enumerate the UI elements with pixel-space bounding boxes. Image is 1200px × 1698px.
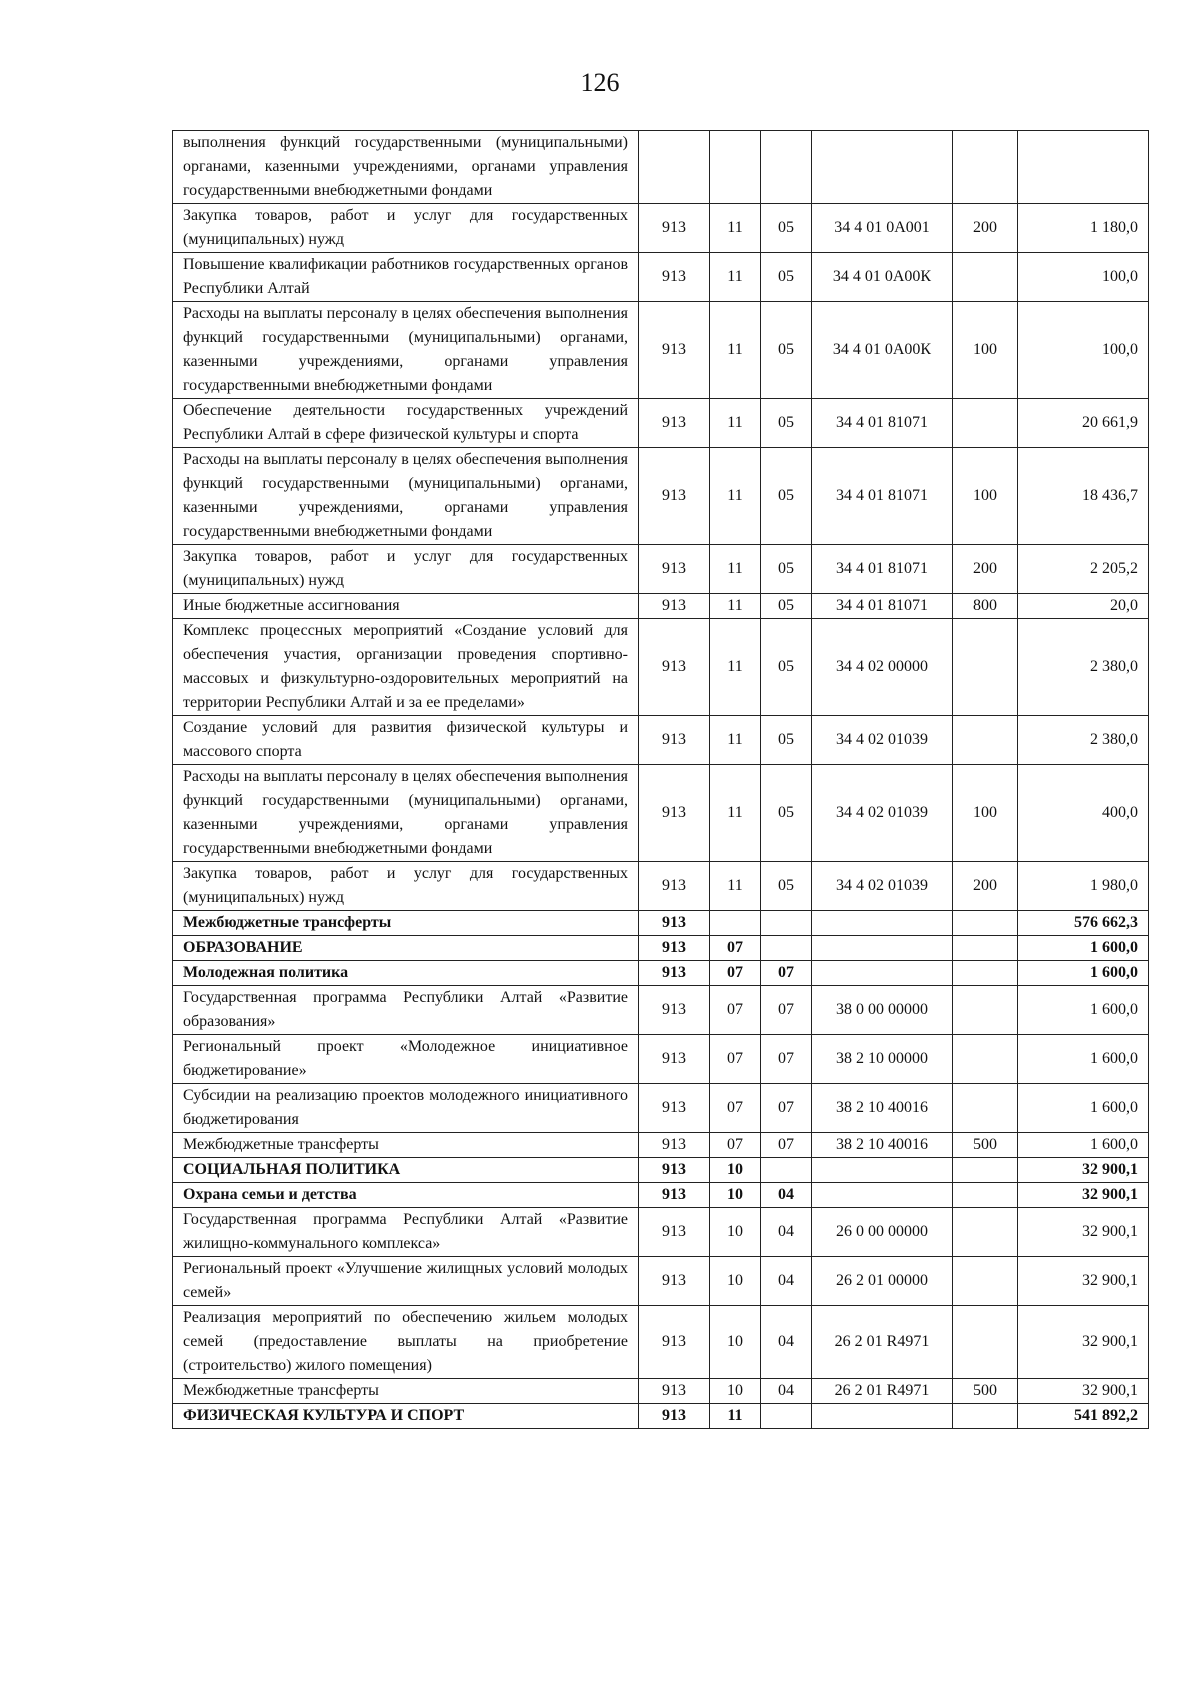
table-row [173, 302, 1149, 399]
subsection-code: 04 [761, 1183, 812, 1208]
table-row [173, 1208, 1149, 1257]
section-code: 11 [710, 716, 761, 765]
section-code [710, 131, 761, 204]
subsection-code: 05 [761, 204, 812, 253]
ministry-code: 913 [639, 862, 710, 911]
target-article-code: 34 4 01 0А001 [812, 204, 953, 253]
budget-table-body [173, 131, 1149, 1429]
table-row [173, 1084, 1149, 1133]
section-code: 07 [710, 936, 761, 961]
subsection-code [761, 936, 812, 961]
row-description: Межбюджетные трансферты [173, 1133, 639, 1158]
target-article-code: 38 2 10 40016 [812, 1084, 953, 1133]
table-row [173, 204, 1149, 253]
amount-value: 1 180,0 [1018, 204, 1149, 253]
row-description: ФИЗИЧЕСКАЯ КУЛЬТУРА И СПОРТ [173, 1404, 639, 1429]
subsection-code: 04 [761, 1257, 812, 1306]
table-row [173, 936, 1149, 961]
ministry-code: 913 [639, 936, 710, 961]
target-article-code: 38 2 10 40016 [812, 1133, 953, 1158]
amount-value: 32 900,1 [1018, 1208, 1149, 1257]
table-row [173, 1133, 1149, 1158]
ministry-code: 913 [639, 961, 710, 986]
amount-value: 32 900,1 [1018, 1379, 1149, 1404]
amount-value: 1 600,0 [1018, 1084, 1149, 1133]
expense-type-code: 200 [953, 545, 1018, 594]
row-description: Закупка товаров, работ и услуг для государственных (муниципальных) нужд [173, 204, 639, 253]
section-code: 07 [710, 1133, 761, 1158]
row-description: ОБРАЗОВАНИЕ [173, 936, 639, 961]
table-row [173, 131, 1149, 204]
table-row [173, 986, 1149, 1035]
subsection-code [761, 911, 812, 936]
row-description: Региональный проект «Молодежное инициативное бюджетирование» [173, 1035, 639, 1084]
ministry-code: 913 [639, 1035, 710, 1084]
subsection-code: 07 [761, 1035, 812, 1084]
target-article-code: 34 4 02 01039 [812, 862, 953, 911]
amount-value [1018, 131, 1149, 204]
amount-value: 2 205,2 [1018, 545, 1149, 594]
subsection-code: 05 [761, 765, 812, 862]
amount-value: 1 600,0 [1018, 936, 1149, 961]
target-article-code [812, 961, 953, 986]
table-row [173, 1257, 1149, 1306]
section-code: 10 [710, 1208, 761, 1257]
target-article-code: 34 4 02 01039 [812, 765, 953, 862]
table-row [173, 448, 1149, 545]
subsection-code: 04 [761, 1306, 812, 1379]
target-article-code [812, 1404, 953, 1429]
target-article-code [812, 936, 953, 961]
table-row [173, 1158, 1149, 1183]
row-description: Расходы на выплаты персоналу в целях обеспечения выполнения функций государственными (муниципальными) органами, казенными учреждениями, органами управления государственными внебюджетными фондами [173, 302, 639, 399]
row-description: Создание условий для развития физической культуры и массового спорта [173, 716, 639, 765]
amount-value: 1 600,0 [1018, 986, 1149, 1035]
section-code: 07 [710, 986, 761, 1035]
expense-type-code [953, 1084, 1018, 1133]
budget-table [172, 130, 1149, 1429]
row-description: Межбюджетные трансферты [173, 911, 639, 936]
amount-value: 32 900,1 [1018, 1257, 1149, 1306]
ministry-code: 913 [639, 1208, 710, 1257]
expense-type-code: 100 [953, 302, 1018, 399]
expense-type-code [953, 131, 1018, 204]
ministry-code: 913 [639, 619, 710, 716]
row-description: выполнения функций государственными (муниципальными) органами, казенными учреждениями, органами управления государственными внебюджетными фондами [173, 131, 639, 204]
ministry-code: 913 [639, 1379, 710, 1404]
ministry-code: 913 [639, 545, 710, 594]
subsection-code: 05 [761, 448, 812, 545]
table-row [173, 1183, 1149, 1208]
ministry-code: 913 [639, 399, 710, 448]
ministry-code: 913 [639, 765, 710, 862]
section-code: 11 [710, 302, 761, 399]
amount-value: 400,0 [1018, 765, 1149, 862]
subsection-code: 05 [761, 716, 812, 765]
expense-type-code [953, 911, 1018, 936]
target-article-code: 34 4 01 81071 [812, 399, 953, 448]
expense-type-code: 100 [953, 448, 1018, 545]
table-row [173, 961, 1149, 986]
section-code: 10 [710, 1257, 761, 1306]
amount-value: 576 662,3 [1018, 911, 1149, 936]
target-article-code: 34 4 02 01039 [812, 716, 953, 765]
row-description: Молодежная политика [173, 961, 639, 986]
table-row [173, 1404, 1149, 1429]
ministry-code: 913 [639, 302, 710, 399]
amount-value: 1 600,0 [1018, 961, 1149, 986]
ministry-code: 913 [639, 716, 710, 765]
section-code: 11 [710, 399, 761, 448]
expense-type-code [953, 961, 1018, 986]
target-article-code: 34 4 01 0А00К [812, 253, 953, 302]
expense-type-code [953, 1257, 1018, 1306]
row-description: Охрана семьи и детства [173, 1183, 639, 1208]
row-description: Расходы на выплаты персоналу в целях обеспечения выполнения функций государственными (муниципальными) органами, казенными учреждениями, органами управления государственными внебюджетными фондами [173, 448, 639, 545]
target-article-code [812, 1183, 953, 1208]
expense-type-code: 800 [953, 594, 1018, 619]
target-article-code: 34 4 01 81071 [812, 545, 953, 594]
subsection-code: 07 [761, 1084, 812, 1133]
section-code: 11 [710, 594, 761, 619]
table-row [173, 253, 1149, 302]
table-row [173, 1379, 1149, 1404]
section-code: 07 [710, 1035, 761, 1084]
section-code: 07 [710, 961, 761, 986]
subsection-code: 05 [761, 545, 812, 594]
section-code: 11 [710, 862, 761, 911]
amount-value: 1 980,0 [1018, 862, 1149, 911]
amount-value: 2 380,0 [1018, 716, 1149, 765]
row-description: Обеспечение деятельности государственных учреждений Республики Алтай в сфере физической культуры и спорта [173, 399, 639, 448]
subsection-code: 04 [761, 1208, 812, 1257]
amount-value: 32 900,1 [1018, 1183, 1149, 1208]
row-description: Субсидии на реализацию проектов молодежного инициативного бюджетирования [173, 1084, 639, 1133]
amount-value: 541 892,2 [1018, 1404, 1149, 1429]
table-row [173, 399, 1149, 448]
row-description: Закупка товаров, работ и услуг для государственных (муниципальных) нужд [173, 545, 639, 594]
subsection-code: 07 [761, 961, 812, 986]
amount-value: 20,0 [1018, 594, 1149, 619]
ministry-code: 913 [639, 594, 710, 619]
ministry-code: 913 [639, 1306, 710, 1379]
amount-value: 32 900,1 [1018, 1158, 1149, 1183]
table-row [173, 765, 1149, 862]
target-article-code: 26 0 00 00000 [812, 1208, 953, 1257]
ministry-code [639, 131, 710, 204]
section-code: 11 [710, 765, 761, 862]
row-description: Государственная программа Республики Алтай «Развитие жилищно-коммунального комплекса» [173, 1208, 639, 1257]
target-article-code [812, 131, 953, 204]
ministry-code: 913 [639, 253, 710, 302]
table-row [173, 862, 1149, 911]
expense-type-code [953, 1306, 1018, 1379]
subsection-code: 04 [761, 1379, 812, 1404]
amount-value: 100,0 [1018, 253, 1149, 302]
ministry-code: 913 [639, 911, 710, 936]
row-description: Государственная программа Республики Алтай «Развитие образования» [173, 986, 639, 1035]
target-article-code: 34 4 01 81071 [812, 594, 953, 619]
amount-value: 100,0 [1018, 302, 1149, 399]
ministry-code: 913 [639, 1404, 710, 1429]
target-article-code: 26 2 01 R4971 [812, 1379, 953, 1404]
ministry-code: 913 [639, 1257, 710, 1306]
ministry-code: 913 [639, 986, 710, 1035]
expense-type-code [953, 1035, 1018, 1084]
row-description: Расходы на выплаты персоналу в целях обеспечения выполнения функций государственными (муниципальными) органами, казенными учреждениями, органами управления государственными внебюджетными фондами [173, 765, 639, 862]
expense-type-code [953, 399, 1018, 448]
expense-type-code: 500 [953, 1379, 1018, 1404]
target-article-code [812, 911, 953, 936]
table-row [173, 1306, 1149, 1379]
expense-type-code [953, 1208, 1018, 1257]
expense-type-code [953, 716, 1018, 765]
section-code: 11 [710, 545, 761, 594]
table-row [173, 911, 1149, 936]
subsection-code: 05 [761, 862, 812, 911]
expense-type-code: 200 [953, 862, 1018, 911]
row-description: Межбюджетные трансферты [173, 1379, 639, 1404]
target-article-code: 38 0 00 00000 [812, 986, 953, 1035]
ministry-code: 913 [639, 1084, 710, 1133]
target-article-code: 34 4 02 00000 [812, 619, 953, 716]
expense-type-code [953, 936, 1018, 961]
table-row [173, 1035, 1149, 1084]
ministry-code: 913 [639, 1183, 710, 1208]
section-code: 11 [710, 448, 761, 545]
subsection-code: 05 [761, 594, 812, 619]
expense-type-code [953, 1183, 1018, 1208]
subsection-code: 05 [761, 302, 812, 399]
ministry-code: 913 [639, 448, 710, 545]
section-code: 10 [710, 1158, 761, 1183]
subsection-code: 05 [761, 399, 812, 448]
page-number: 126 [580, 68, 620, 97]
expense-type-code [953, 253, 1018, 302]
expense-type-code: 100 [953, 765, 1018, 862]
expense-type-code [953, 619, 1018, 716]
amount-value: 1 600,0 [1018, 1035, 1149, 1084]
expense-type-code: 200 [953, 204, 1018, 253]
expense-type-code [953, 1404, 1018, 1429]
section-code: 07 [710, 1084, 761, 1133]
section-code [710, 911, 761, 936]
target-article-code: 34 4 01 81071 [812, 448, 953, 545]
expense-type-code [953, 986, 1018, 1035]
table-row [173, 594, 1149, 619]
subsection-code [761, 1158, 812, 1183]
section-code: 11 [710, 1404, 761, 1429]
subsection-code [761, 1404, 812, 1429]
row-description: Закупка товаров, работ и услуг для государственных (муниципальных) нужд [173, 862, 639, 911]
target-article-code: 26 2 01 00000 [812, 1257, 953, 1306]
subsection-code: 05 [761, 253, 812, 302]
target-article-code [812, 1158, 953, 1183]
subsection-code: 07 [761, 1133, 812, 1158]
table-row [173, 619, 1149, 716]
amount-value: 20 661,9 [1018, 399, 1149, 448]
row-description: Реализация мероприятий по обеспечению жильем молодых семей (предоставление выплаты на приобретение (строительство) жилого помещения) [173, 1306, 639, 1379]
subsection-code: 07 [761, 986, 812, 1035]
target-article-code: 34 4 01 0А00К [812, 302, 953, 399]
table-row [173, 545, 1149, 594]
amount-value: 2 380,0 [1018, 619, 1149, 716]
amount-value: 18 436,7 [1018, 448, 1149, 545]
expense-type-code [953, 1158, 1018, 1183]
target-article-code: 26 2 01 R4971 [812, 1306, 953, 1379]
section-code: 10 [710, 1183, 761, 1208]
row-description: Региональный проект «Улучшение жилищных условий молодых семей» [173, 1257, 639, 1306]
row-description: Иные бюджетные ассигнования [173, 594, 639, 619]
row-description: СОЦИАЛЬНАЯ ПОЛИТИКА [173, 1158, 639, 1183]
subsection-code [761, 131, 812, 204]
subsection-code: 05 [761, 619, 812, 716]
target-article-code: 38 2 10 00000 [812, 1035, 953, 1084]
amount-value: 32 900,1 [1018, 1306, 1149, 1379]
ministry-code: 913 [639, 1133, 710, 1158]
row-description: Повышение квалификации работников государственных органов Республики Алтай [173, 253, 639, 302]
section-code: 10 [710, 1379, 761, 1404]
ministry-code: 913 [639, 204, 710, 253]
section-code: 11 [710, 619, 761, 716]
ministry-code: 913 [639, 1158, 710, 1183]
table-row [173, 716, 1149, 765]
amount-value: 1 600,0 [1018, 1133, 1149, 1158]
section-code: 11 [710, 253, 761, 302]
section-code: 10 [710, 1306, 761, 1379]
section-code: 11 [710, 204, 761, 253]
row-description: Комплекс процессных мероприятий «Создание условий для обеспечения участия, организации проведения спортивно-массовых и физкультурно-оздоровительных мероприятий на территории Республики Алтай и за ее пределами» [173, 619, 639, 716]
expense-type-code: 500 [953, 1133, 1018, 1158]
